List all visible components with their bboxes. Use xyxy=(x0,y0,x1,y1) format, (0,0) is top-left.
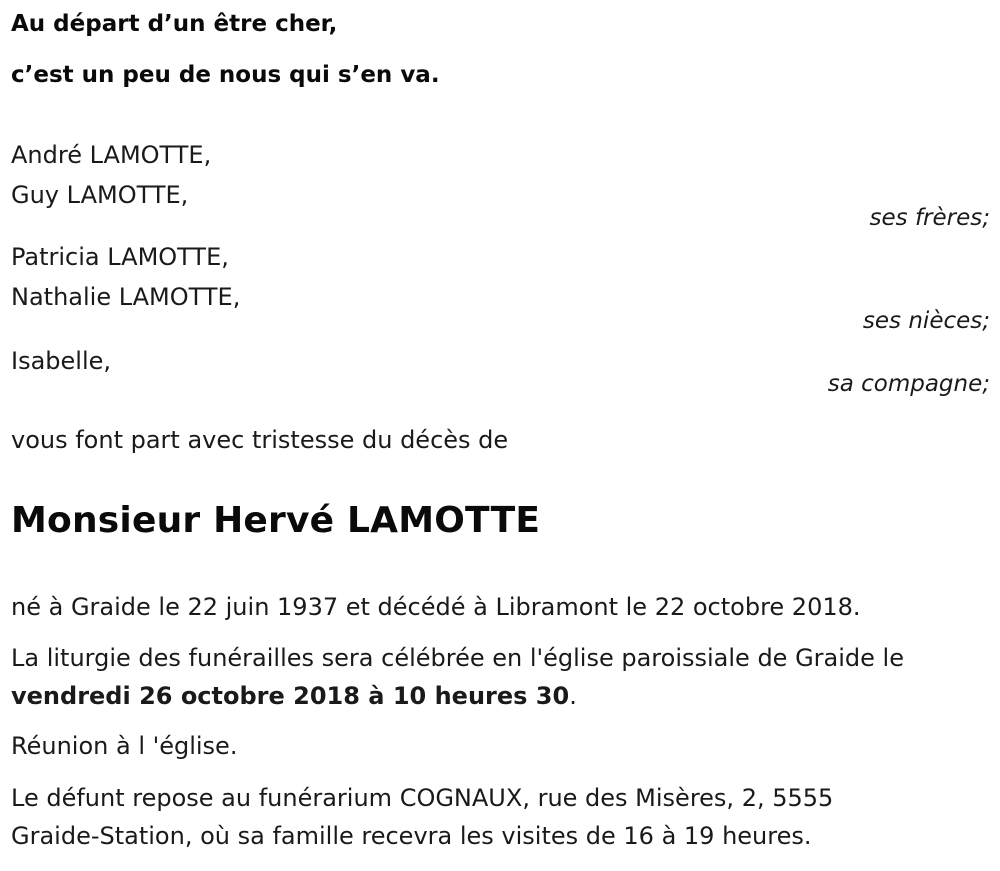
relation-brothers: ses frères; xyxy=(869,205,990,231)
brother-name: Guy LAMOTTE, xyxy=(11,181,189,209)
niece-name: Nathalie LAMOTTE, xyxy=(11,283,241,311)
deceased-name: Monsieur Hervé LAMOTTE xyxy=(11,500,541,541)
rest-line-2: Graide-Station, où sa famille recevra les visites de 16 à 19 heures. xyxy=(11,822,812,850)
liturgy-text: La liturgie des funérailles sera célébrée en l'église paroissiale de Graide le xyxy=(11,644,904,672)
quote-line-1: Au départ d’un être cher, xyxy=(11,11,338,37)
relation-companion: sa compagne; xyxy=(827,371,990,397)
brother-name: André LAMOTTE, xyxy=(11,141,212,169)
announcement-text: vous font part avec tristesse du décès de xyxy=(11,426,509,454)
quote-line-2: c’est un peu de nous qui s’en va. xyxy=(11,62,440,88)
obituary-notice xyxy=(11,0,990,871)
relation-nieces: ses nièces; xyxy=(862,308,990,334)
liturgy-period: . xyxy=(569,682,577,710)
liturgy-datetime: vendredi 26 octobre 2018 à 10 heures 30 xyxy=(11,682,570,710)
companion-name: Isabelle, xyxy=(11,347,112,375)
rest-line-1: Le défunt repose au funérarium COGNAUX, rue des Misères, 2, 5555 xyxy=(11,784,834,812)
niece-name: Patricia LAMOTTE, xyxy=(11,243,229,271)
liturgy-datetime-line xyxy=(11,677,577,715)
meeting-line: Réunion à l 'église. xyxy=(11,732,238,760)
birth-death-line: né à Graide le 22 juin 1937 et décédé à Libramont le 22 octobre 2018. xyxy=(11,593,861,621)
